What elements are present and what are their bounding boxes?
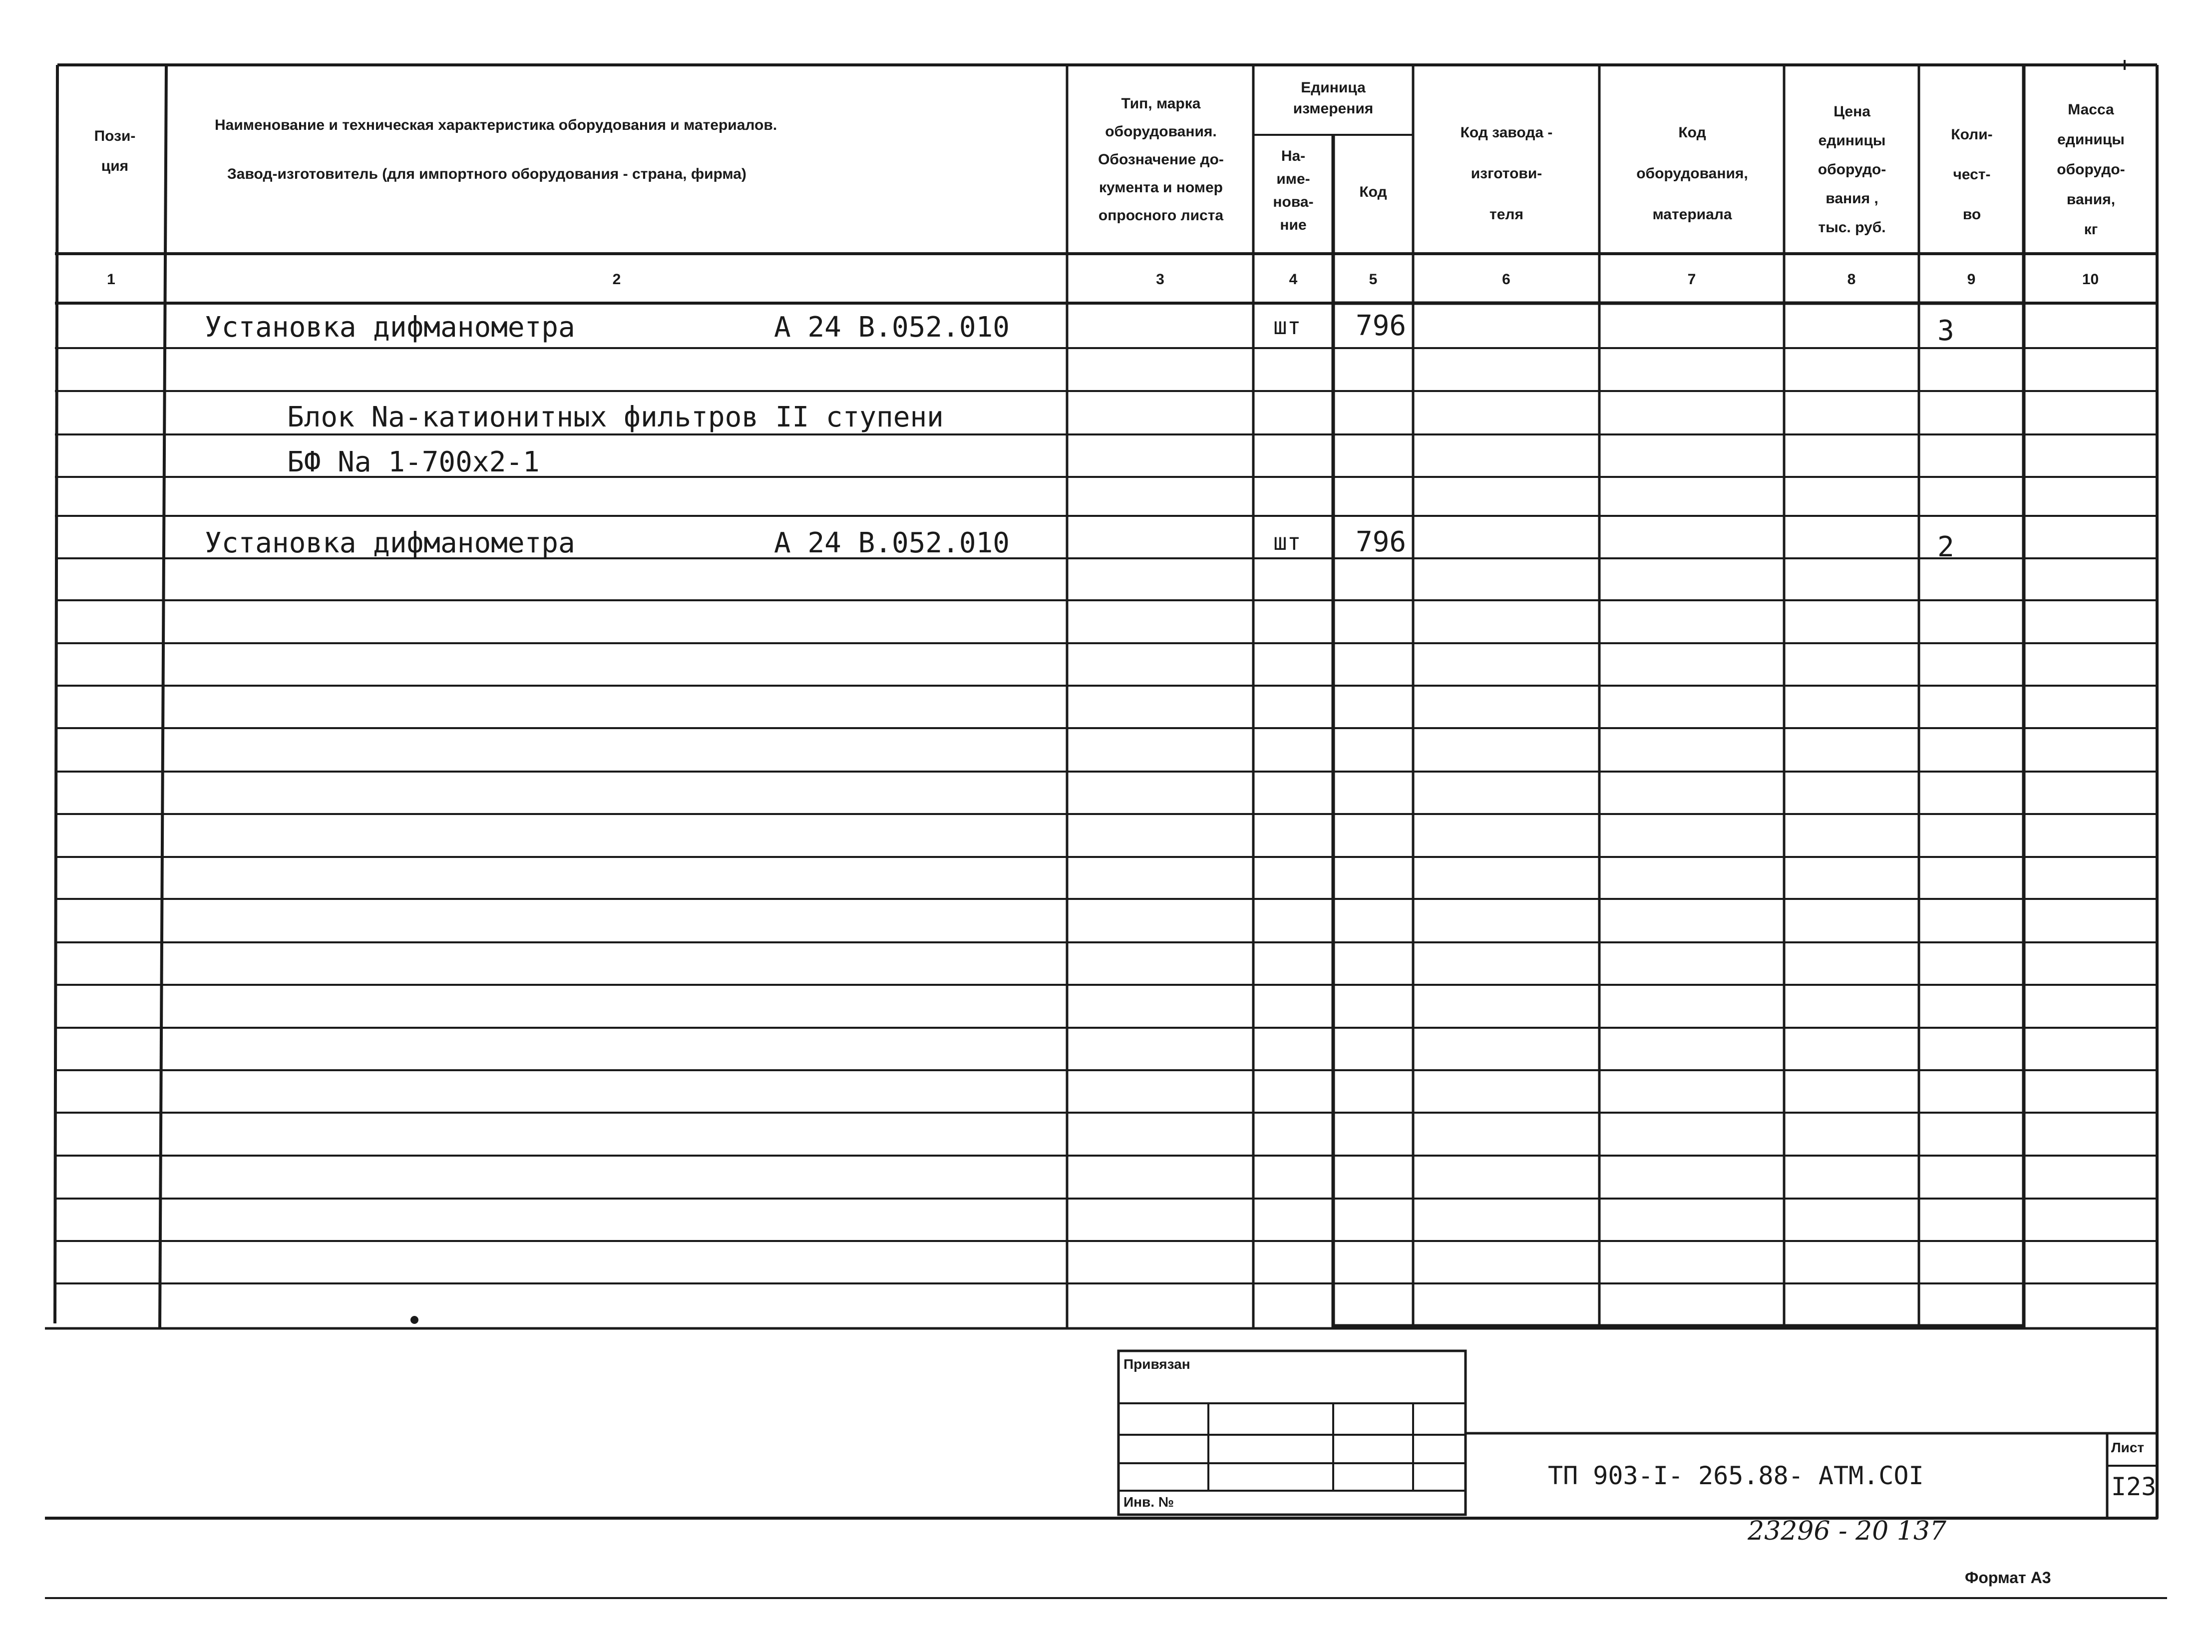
header-col2-line1: Наименование и техническая характеристика оборудования и материалов. <box>215 117 777 133</box>
row-2-name: Установка дифманометра <box>205 527 575 559</box>
stamp-bound-label: Привязан <box>1123 1356 1190 1372</box>
row-2-qty: 2 <box>1937 531 1954 563</box>
header-col6: Код завода - изготови- теля <box>1460 124 1553 223</box>
header-col7: Код оборудования, материала <box>1636 124 1748 223</box>
row-2-code: А 24 В.052.010 <box>774 527 1010 559</box>
row-2-unit-code: 796 <box>1356 526 1407 558</box>
col-number-8: 8 <box>1847 271 1856 288</box>
col-number-4: 4 <box>1289 271 1298 288</box>
handwritten-number: 23296 - 20 137 <box>1748 1516 1946 1546</box>
col-number-5: 5 <box>1369 271 1378 288</box>
stamp-sheet-label: Лист <box>2111 1440 2145 1455</box>
col-number-10: 10 <box>2082 271 2099 288</box>
header-col1: Пози- ция <box>94 128 136 174</box>
row-2-unit: шт <box>1273 528 1301 555</box>
row-1-unit: шт <box>1273 313 1301 340</box>
stamp-inv-label: Инв. № <box>1123 1494 1174 1510</box>
stamp-doc-code: ТП 903-I- 265.88- АТМ.СОI <box>1548 1461 1924 1490</box>
header-col2-line2: Завод-изготовитель (для импортного оборудования - страна, фирма) <box>227 166 746 182</box>
header-col9: Коли- чест- во <box>1951 126 1993 223</box>
group-title-2: БФ Na 1-700х2-1 <box>287 446 540 478</box>
header-units-group: Единица измерения <box>1293 79 1374 117</box>
header-col4: На- име- нова- ние <box>1273 148 1314 233</box>
row-1-code: А 24 В.052.010 <box>774 311 1010 344</box>
table-row-lines <box>55 348 2157 1283</box>
header-col8: Цена единицы оборудо- вания , тыс. руб. <box>1818 103 1886 236</box>
row-1-name: Установка дифманометра <box>205 311 575 344</box>
col-number-7: 7 <box>1687 271 1696 288</box>
col-number-6: 6 <box>1502 271 1510 288</box>
header-col5: Код <box>1359 184 1387 200</box>
col-number-2: 2 <box>612 271 621 288</box>
col-number-9: 9 <box>1967 271 1976 288</box>
group-title-1: Блок Na-катионитных фильтров II ступени <box>287 401 944 433</box>
row-1-unit-code: 796 <box>1356 310 1407 342</box>
header-col10: Масса единицы оборудо- вания, кг <box>2057 101 2125 238</box>
col-number-1: 1 <box>107 271 115 288</box>
header-col3: Тип, марка оборудования. Обозначение до- кумента и номер опросного листа <box>1098 95 1224 224</box>
format-label: Формат А3 <box>1965 1569 2051 1587</box>
row-1-qty: 3 <box>1937 315 1954 347</box>
stamp-sheet-number: I23 <box>2111 1472 2157 1501</box>
ink-speck <box>410 1316 418 1324</box>
col-number-3: 3 <box>1156 271 1164 288</box>
